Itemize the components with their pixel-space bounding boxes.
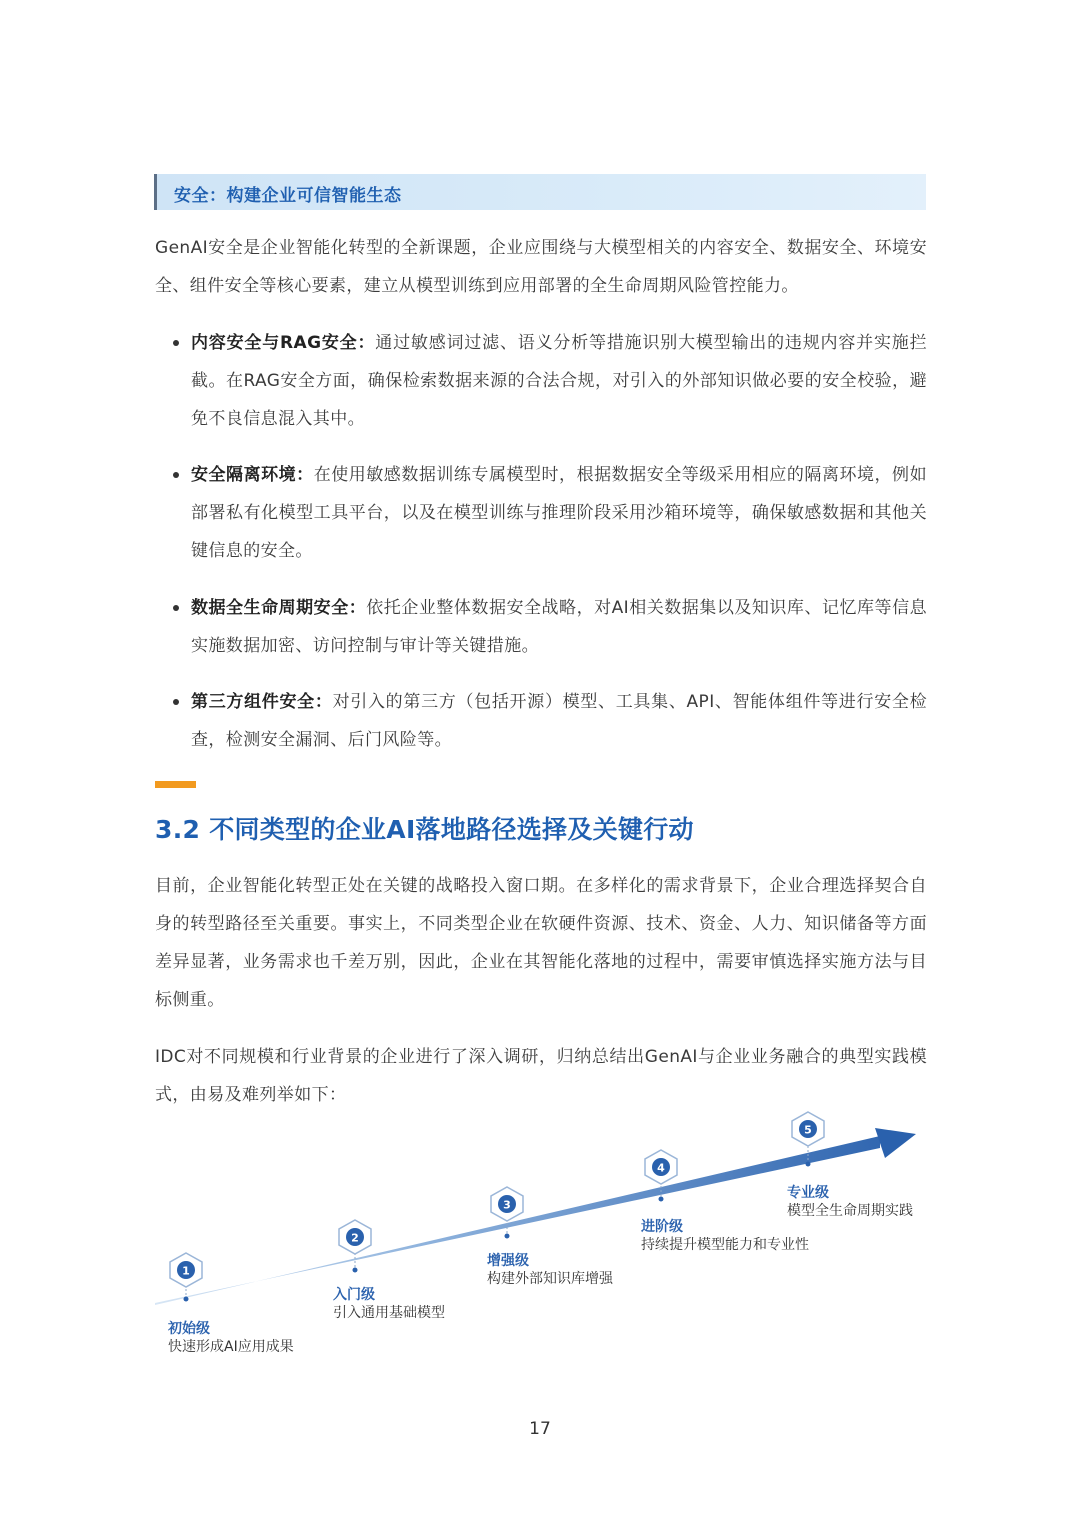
- anchor-dot-3: [505, 1234, 510, 1239]
- bullet-text: 通过敏感词过滤、语义分析等措施识别大模型输出的违规内容并实施拦截。在RAG安全方面，确保检索数据来源的合法合规，对引入的外部知识做必要的安全校验，避免不良信息混入其中。: [191, 333, 927, 429]
- bullet-isolation-env: [191, 456, 927, 570]
- svg-text:2: 2: [351, 1231, 359, 1245]
- bullet-term: 安全隔离环境：: [191, 465, 314, 485]
- stage-1-desc: 快速形成AI应用成果: [168, 1339, 294, 1355]
- growth-arrow-graphic: [0, 1110, 1080, 1370]
- section-header-bar: [154, 174, 926, 210]
- svg-text:4: 4: [657, 1161, 665, 1175]
- badge-2: [339, 1220, 371, 1254]
- bullet-dot: [173, 340, 179, 346]
- badge-5: [792, 1112, 824, 1146]
- paragraph-1: 目前，企业智能化转型正处在关键的战略投入窗口期。在多样化的需求背景下，企业合理选择契合自身的转型路径至关重要。事实上，不同类型企业在软硬件资源、技术、资金、人力、知识储备等方面差异显著，业务需求也千差万别，因此，企业在其智能化落地的过程中，需要审慎选择实施方法与目标侧重。: [155, 876, 927, 1010]
- bullet-dot: [173, 472, 179, 478]
- bullet-text: 对引入的第三方（包括开源）模型、工具集、API、智能体组件等进行安全检查，检测安全漏洞、后门风险等。: [191, 692, 927, 750]
- intro-paragraph: GenAI安全是企业智能化转型的全新课题，企业应围绕与大模型相关的内容安全、数据安全、环境安全、组件安全等核心要素，建立从模型训练到应用部署的全生命周期风险管控能力。: [155, 238, 927, 296]
- bullet-data-lifecycle: [191, 589, 927, 665]
- stage-3-label: 增强级: [487, 1253, 529, 1269]
- stage-2-label: 入门级: [333, 1287, 375, 1303]
- stage-4-desc: 持续提升模型能力和专业性: [641, 1237, 809, 1253]
- svg-text:1: 1: [182, 1264, 190, 1278]
- section-title: 安全：构建企业可信智能生态: [174, 186, 402, 206]
- arrow-head: [875, 1128, 916, 1158]
- badge-4: [645, 1150, 677, 1184]
- anchor-dot-2: [353, 1268, 358, 1273]
- badge-3: [491, 1187, 523, 1221]
- stage-1-label: 初始级: [168, 1321, 210, 1337]
- anchor-dot-1: [184, 1297, 189, 1302]
- svg-text:5: 5: [804, 1123, 812, 1137]
- stage-5-desc: 模型全生命周期实践: [787, 1203, 913, 1219]
- stage-3-desc: 构建外部知识库增强: [487, 1271, 613, 1287]
- bullet-dot: [173, 699, 179, 705]
- bullet-third-party: [191, 683, 927, 759]
- svg-text:3: 3: [503, 1198, 511, 1212]
- bullet-term: 数据全生命周期安全：: [191, 598, 367, 618]
- anchor-dot-4: [659, 1197, 664, 1202]
- stage-2-desc: 引入通用基础模型: [333, 1305, 445, 1321]
- bullet-dot: [173, 605, 179, 611]
- stage-5-label: 专业级: [787, 1185, 829, 1201]
- section-heading: 3.2 不同类型的企业AI落地路径选择及关键行动: [155, 815, 694, 844]
- bullet-term: 内容安全与RAG安全：: [191, 333, 376, 353]
- badge-1: [170, 1253, 202, 1287]
- bullet-text: 依托企业整体数据安全战略，对AI相关数据集以及知识库、记忆库等信息实施数据加密、访问控制与审计等关键措施。: [191, 598, 928, 656]
- maturity-path-diagram: [0, 1110, 1080, 1370]
- heading-accent-bar: [155, 781, 196, 788]
- stage-4-label: 进阶级: [641, 1219, 683, 1235]
- bullet-term: 第三方组件安全：: [191, 692, 333, 712]
- bullet-content-security: [191, 324, 927, 438]
- bullet-text: 在使用敏感数据训练专属模型时，根据数据安全等级采用相应的隔离环境，例如部署私有化模型工具平台，以及在模型训练与推理阶段采用沙箱环境等，确保敏感数据和其他关键信息的安全。: [191, 465, 927, 561]
- anchor-dot-5: [806, 1162, 811, 1167]
- paragraph-2: IDC对不同规模和行业背景的企业进行了深入调研，归纳总结出GenAI与企业业务融合的典型实践模式，由易及难列举如下：: [155, 1047, 927, 1105]
- page-number: 17: [529, 1419, 551, 1439]
